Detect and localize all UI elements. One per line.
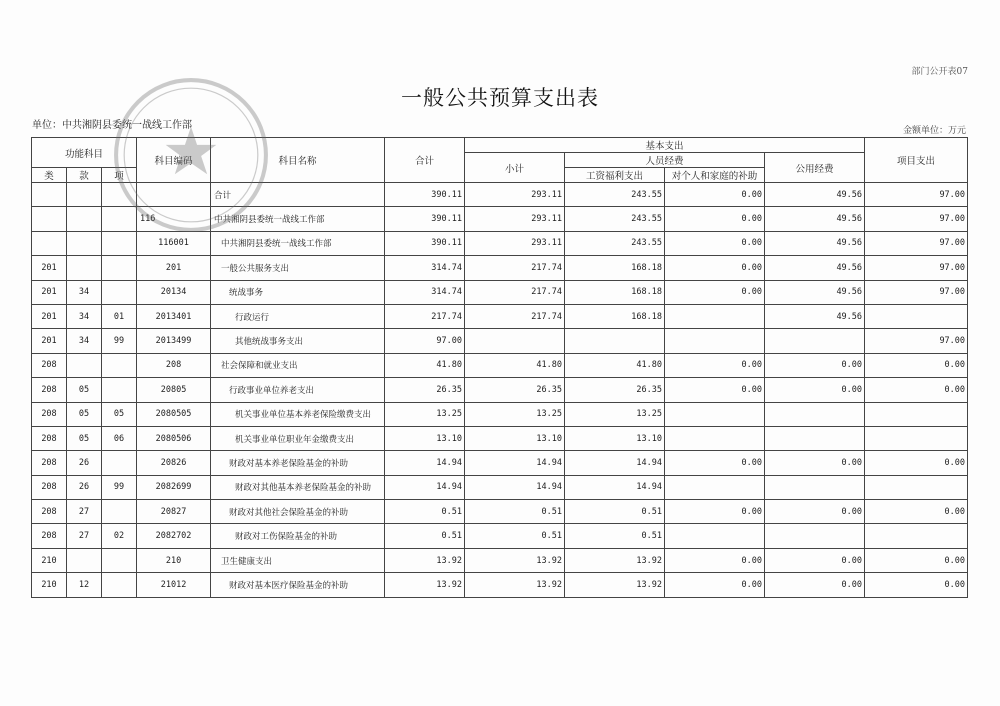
table-row bbox=[32, 256, 968, 280]
table-body bbox=[32, 183, 968, 598]
cell-project bbox=[865, 524, 968, 548]
cell-xiang bbox=[102, 500, 137, 524]
cell-subtotal: 293.11 bbox=[465, 231, 565, 255]
cell-subject-code: 20827 bbox=[137, 500, 211, 524]
cell-total: 390.11 bbox=[385, 231, 465, 255]
cell-subject-name: 机关事业单位基本养老保险缴费支出 bbox=[211, 402, 385, 426]
cell-subject-name: 社会保障和就业支出 bbox=[211, 353, 385, 377]
cell-salary: 13.25 bbox=[565, 402, 665, 426]
cell-project: 0.00 bbox=[865, 353, 968, 377]
cell-subtotal: 13.10 bbox=[465, 426, 565, 450]
cell-class: 208 bbox=[32, 402, 67, 426]
cell-subject-code: 2082699 bbox=[137, 475, 211, 499]
table-row bbox=[32, 426, 968, 450]
header-subsidy: 对个人和家庭的补助 bbox=[665, 168, 765, 183]
table-row bbox=[32, 524, 968, 548]
cell-kuan: 27 bbox=[67, 524, 102, 548]
cell-subsidy: 0.00 bbox=[665, 548, 765, 572]
cell-xiang bbox=[102, 280, 137, 304]
cell-xiang bbox=[102, 378, 137, 402]
header-kuan: 款 bbox=[67, 168, 102, 183]
cell-subtotal: 13.92 bbox=[465, 548, 565, 572]
cell-class: 210 bbox=[32, 548, 67, 572]
cell-subject-name: 一般公共服务支出 bbox=[211, 256, 385, 280]
cell-subject-code: 2013401 bbox=[137, 304, 211, 328]
cell-subsidy bbox=[665, 329, 765, 353]
table-row bbox=[32, 378, 968, 402]
cell-total: 13.92 bbox=[385, 548, 465, 572]
cell-subject-name: 财政对基本养老保险基金的补助 bbox=[211, 451, 385, 475]
cell-salary: 26.35 bbox=[565, 378, 665, 402]
cell-project: 97.00 bbox=[865, 280, 968, 304]
table-row bbox=[32, 451, 968, 475]
cell-project: 97.00 bbox=[865, 256, 968, 280]
cell-salary: 0.51 bbox=[565, 500, 665, 524]
cell-subject-code: 20826 bbox=[137, 451, 211, 475]
cell-public: 0.00 bbox=[765, 353, 865, 377]
header-subject-code: 科目编码 bbox=[137, 138, 211, 183]
cell-total: 14.94 bbox=[385, 451, 465, 475]
cell-xiang bbox=[102, 573, 137, 597]
table-row bbox=[32, 183, 968, 207]
cell-kuan bbox=[67, 207, 102, 231]
cell-project bbox=[865, 426, 968, 450]
cell-subject-code: 210 bbox=[137, 548, 211, 572]
cell-subsidy: 0.00 bbox=[665, 353, 765, 377]
cell-salary: 243.55 bbox=[565, 207, 665, 231]
cell-subject-code: 2080505 bbox=[137, 402, 211, 426]
cell-class: 201 bbox=[32, 304, 67, 328]
cell-public: 0.00 bbox=[765, 451, 865, 475]
cell-subtotal: 13.25 bbox=[465, 402, 565, 426]
cell-subject-code: 116001 bbox=[137, 231, 211, 255]
cell-kuan bbox=[67, 256, 102, 280]
cell-public: 49.56 bbox=[765, 304, 865, 328]
cell-xiang: 99 bbox=[102, 475, 137, 499]
cell-class: 208 bbox=[32, 524, 67, 548]
cell-salary: 168.18 bbox=[565, 304, 665, 328]
cell-class: 208 bbox=[32, 500, 67, 524]
header-total: 合计 bbox=[385, 138, 465, 183]
cell-subject-code: 116 bbox=[137, 207, 211, 231]
cell-subsidy bbox=[665, 475, 765, 499]
cell-subject-code: 2082702 bbox=[137, 524, 211, 548]
cell-total: 314.74 bbox=[385, 256, 465, 280]
cell-public: 49.56 bbox=[765, 280, 865, 304]
cell-total: 217.74 bbox=[385, 304, 465, 328]
cell-subject-name: 中共湘阴县委统一战线工作部 bbox=[211, 231, 385, 255]
header-project: 项目支出 bbox=[865, 138, 968, 183]
cell-kuan: 34 bbox=[67, 329, 102, 353]
cell-subtotal: 26.35 bbox=[465, 378, 565, 402]
cell-subject-code: 21012 bbox=[137, 573, 211, 597]
cell-subtotal: 13.92 bbox=[465, 573, 565, 597]
cell-public: 49.56 bbox=[765, 231, 865, 255]
cell-xiang: 01 bbox=[102, 304, 137, 328]
cell-public: 49.56 bbox=[765, 183, 865, 207]
table-row bbox=[32, 329, 968, 353]
cell-xiang: 99 bbox=[102, 329, 137, 353]
cell-project bbox=[865, 402, 968, 426]
cell-subsidy bbox=[665, 524, 765, 548]
cell-project: 0.00 bbox=[865, 500, 968, 524]
cell-subject-code: 2080506 bbox=[137, 426, 211, 450]
cell-subject-name: 财政对其他基本养老保险基金的补助 bbox=[211, 475, 385, 499]
cell-salary: 168.18 bbox=[565, 256, 665, 280]
cell-subtotal: 217.74 bbox=[465, 256, 565, 280]
header-func-subject: 功能科目 bbox=[32, 138, 137, 168]
cell-xiang: 05 bbox=[102, 402, 137, 426]
cell-kuan: 26 bbox=[67, 451, 102, 475]
cell-kuan: 12 bbox=[67, 573, 102, 597]
cell-class bbox=[32, 207, 67, 231]
cell-xiang: 06 bbox=[102, 426, 137, 450]
cell-project bbox=[865, 304, 968, 328]
cell-class: 201 bbox=[32, 329, 67, 353]
cell-kuan: 05 bbox=[67, 402, 102, 426]
cell-salary: 0.51 bbox=[565, 524, 665, 548]
cell-subject-name: 中共湘阴县委统一战线工作部 bbox=[211, 207, 385, 231]
cell-salary bbox=[565, 329, 665, 353]
cell-class bbox=[32, 183, 67, 207]
cell-total: 0.51 bbox=[385, 500, 465, 524]
cell-subject-code: 2013499 bbox=[137, 329, 211, 353]
cell-subtotal: 14.94 bbox=[465, 475, 565, 499]
cell-kuan: 05 bbox=[67, 378, 102, 402]
cell-subject-code: 20134 bbox=[137, 280, 211, 304]
cell-kuan: 26 bbox=[67, 475, 102, 499]
cell-subsidy: 0.00 bbox=[665, 207, 765, 231]
cell-public: 0.00 bbox=[765, 500, 865, 524]
header-basic-expense: 基本支出 bbox=[465, 138, 865, 153]
cell-total: 41.80 bbox=[385, 353, 465, 377]
cell-public: 0.00 bbox=[765, 548, 865, 572]
header-personnel: 人员经费 bbox=[565, 153, 765, 168]
cell-subject-name: 统战事务 bbox=[211, 280, 385, 304]
cell-subtotal: 217.74 bbox=[465, 280, 565, 304]
page-title: 一般公共预算支出表 bbox=[401, 86, 599, 110]
document-code: 部门公开表07 bbox=[911, 67, 968, 77]
cell-class: 208 bbox=[32, 378, 67, 402]
table-row bbox=[32, 573, 968, 597]
header-class: 类 bbox=[32, 168, 67, 183]
cell-subtotal: 293.11 bbox=[465, 183, 565, 207]
cell-subsidy: 0.00 bbox=[665, 231, 765, 255]
cell-kuan: 34 bbox=[67, 280, 102, 304]
cell-project: 97.00 bbox=[865, 183, 968, 207]
cell-public bbox=[765, 475, 865, 499]
cell-subsidy: 0.00 bbox=[665, 451, 765, 475]
cell-subject-name: 财政对工伤保险基金的补助 bbox=[211, 524, 385, 548]
cell-subsidy: 0.00 bbox=[665, 378, 765, 402]
cell-public bbox=[765, 402, 865, 426]
cell-subject-name: 其他统战事务支出 bbox=[211, 329, 385, 353]
table-row bbox=[32, 207, 968, 231]
cell-salary: 168.18 bbox=[565, 280, 665, 304]
cell-total: 314.74 bbox=[385, 280, 465, 304]
cell-subject-code bbox=[137, 183, 211, 207]
cell-public: 0.00 bbox=[765, 573, 865, 597]
cell-kuan bbox=[67, 353, 102, 377]
cell-class: 210 bbox=[32, 573, 67, 597]
cell-xiang: 02 bbox=[102, 524, 137, 548]
cell-total: 13.25 bbox=[385, 402, 465, 426]
cell-total: 390.11 bbox=[385, 183, 465, 207]
cell-subsidy: 0.00 bbox=[665, 183, 765, 207]
table-row bbox=[32, 304, 968, 328]
cell-subtotal: 14.94 bbox=[465, 451, 565, 475]
cell-subject-name: 财政对基本医疗保险基金的补助 bbox=[211, 573, 385, 597]
cell-subtotal: 41.80 bbox=[465, 353, 565, 377]
cell-project: 0.00 bbox=[865, 451, 968, 475]
cell-salary: 14.94 bbox=[565, 475, 665, 499]
cell-project: 97.00 bbox=[865, 207, 968, 231]
cell-kuan bbox=[67, 183, 102, 207]
cell-subsidy: 0.00 bbox=[665, 573, 765, 597]
cell-xiang bbox=[102, 451, 137, 475]
table-row bbox=[32, 280, 968, 304]
cell-salary: 41.80 bbox=[565, 353, 665, 377]
cell-project: 0.00 bbox=[865, 378, 968, 402]
cell-xiang bbox=[102, 256, 137, 280]
table-row bbox=[32, 500, 968, 524]
cell-subject-code: 201 bbox=[137, 256, 211, 280]
cell-subsidy bbox=[665, 402, 765, 426]
header-xiang: 项 bbox=[102, 168, 137, 183]
table-row bbox=[32, 475, 968, 499]
cell-total: 26.35 bbox=[385, 378, 465, 402]
header-public: 公用经费 bbox=[765, 153, 865, 183]
cell-subsidy bbox=[665, 304, 765, 328]
cell-salary: 13.10 bbox=[565, 426, 665, 450]
cell-class: 208 bbox=[32, 475, 67, 499]
cell-total: 97.00 bbox=[385, 329, 465, 353]
cell-kuan: 05 bbox=[67, 426, 102, 450]
cell-kuan: 34 bbox=[67, 304, 102, 328]
cell-class: 201 bbox=[32, 280, 67, 304]
cell-subsidy bbox=[665, 426, 765, 450]
cell-xiang bbox=[102, 548, 137, 572]
cell-project: 97.00 bbox=[865, 231, 968, 255]
cell-total: 13.10 bbox=[385, 426, 465, 450]
cell-project bbox=[865, 475, 968, 499]
table-row bbox=[32, 548, 968, 572]
cell-total: 390.11 bbox=[385, 207, 465, 231]
cell-subject-name: 合计 bbox=[211, 183, 385, 207]
cell-total: 14.94 bbox=[385, 475, 465, 499]
cell-kuan bbox=[67, 231, 102, 255]
cell-public bbox=[765, 426, 865, 450]
cell-salary: 243.55 bbox=[565, 231, 665, 255]
cell-subject-name: 卫生健康支出 bbox=[211, 548, 385, 572]
cell-public: 49.56 bbox=[765, 207, 865, 231]
cell-class bbox=[32, 231, 67, 255]
cell-public bbox=[765, 329, 865, 353]
cell-xiang bbox=[102, 207, 137, 231]
cell-salary: 13.92 bbox=[565, 573, 665, 597]
cell-subtotal bbox=[465, 329, 565, 353]
table-row bbox=[32, 402, 968, 426]
cell-project: 0.00 bbox=[865, 573, 968, 597]
cell-subsidy: 0.00 bbox=[665, 256, 765, 280]
cell-subtotal: 0.51 bbox=[465, 500, 565, 524]
cell-project: 0.00 bbox=[865, 548, 968, 572]
cell-salary: 14.94 bbox=[565, 451, 665, 475]
cell-subtotal: 293.11 bbox=[465, 207, 565, 231]
cell-subject-code: 208 bbox=[137, 353, 211, 377]
cell-xiang bbox=[102, 183, 137, 207]
header-subtotal: 小计 bbox=[465, 153, 565, 183]
cell-subsidy: 0.00 bbox=[665, 500, 765, 524]
table-row bbox=[32, 353, 968, 377]
cell-subject-name: 行政运行 bbox=[211, 304, 385, 328]
cell-xiang bbox=[102, 353, 137, 377]
cell-class: 201 bbox=[32, 256, 67, 280]
cell-class: 208 bbox=[32, 451, 67, 475]
cell-public: 0.00 bbox=[765, 378, 865, 402]
cell-project: 97.00 bbox=[865, 329, 968, 353]
cell-subject-name: 机关事业单位职业年金缴费支出 bbox=[211, 426, 385, 450]
cell-subsidy: 0.00 bbox=[665, 280, 765, 304]
header-salary: 工资福利支出 bbox=[565, 168, 665, 183]
cell-public bbox=[765, 524, 865, 548]
cell-salary: 243.55 bbox=[565, 183, 665, 207]
cell-total: 0.51 bbox=[385, 524, 465, 548]
cell-subtotal: 217.74 bbox=[465, 304, 565, 328]
unit-label: 单位：中共湘阴县委统一战线工作部 bbox=[32, 120, 192, 131]
cell-subject-name: 财政对其他社会保险基金的补助 bbox=[211, 500, 385, 524]
budget-table bbox=[31, 137, 968, 598]
cell-salary: 13.92 bbox=[565, 548, 665, 572]
cell-public: 49.56 bbox=[765, 256, 865, 280]
cell-kuan bbox=[67, 548, 102, 572]
cell-subject-name: 行政事业单位养老支出 bbox=[211, 378, 385, 402]
cell-class: 208 bbox=[32, 426, 67, 450]
cell-total: 13.92 bbox=[385, 573, 465, 597]
cell-kuan: 27 bbox=[67, 500, 102, 524]
cell-class: 208 bbox=[32, 353, 67, 377]
cell-subtotal: 0.51 bbox=[465, 524, 565, 548]
cell-xiang bbox=[102, 231, 137, 255]
table-row bbox=[32, 231, 968, 255]
header-subject-name: 科目名称 bbox=[211, 138, 385, 183]
amount-unit: 金额单位：万元 bbox=[902, 126, 966, 136]
cell-subject-code: 20805 bbox=[137, 378, 211, 402]
